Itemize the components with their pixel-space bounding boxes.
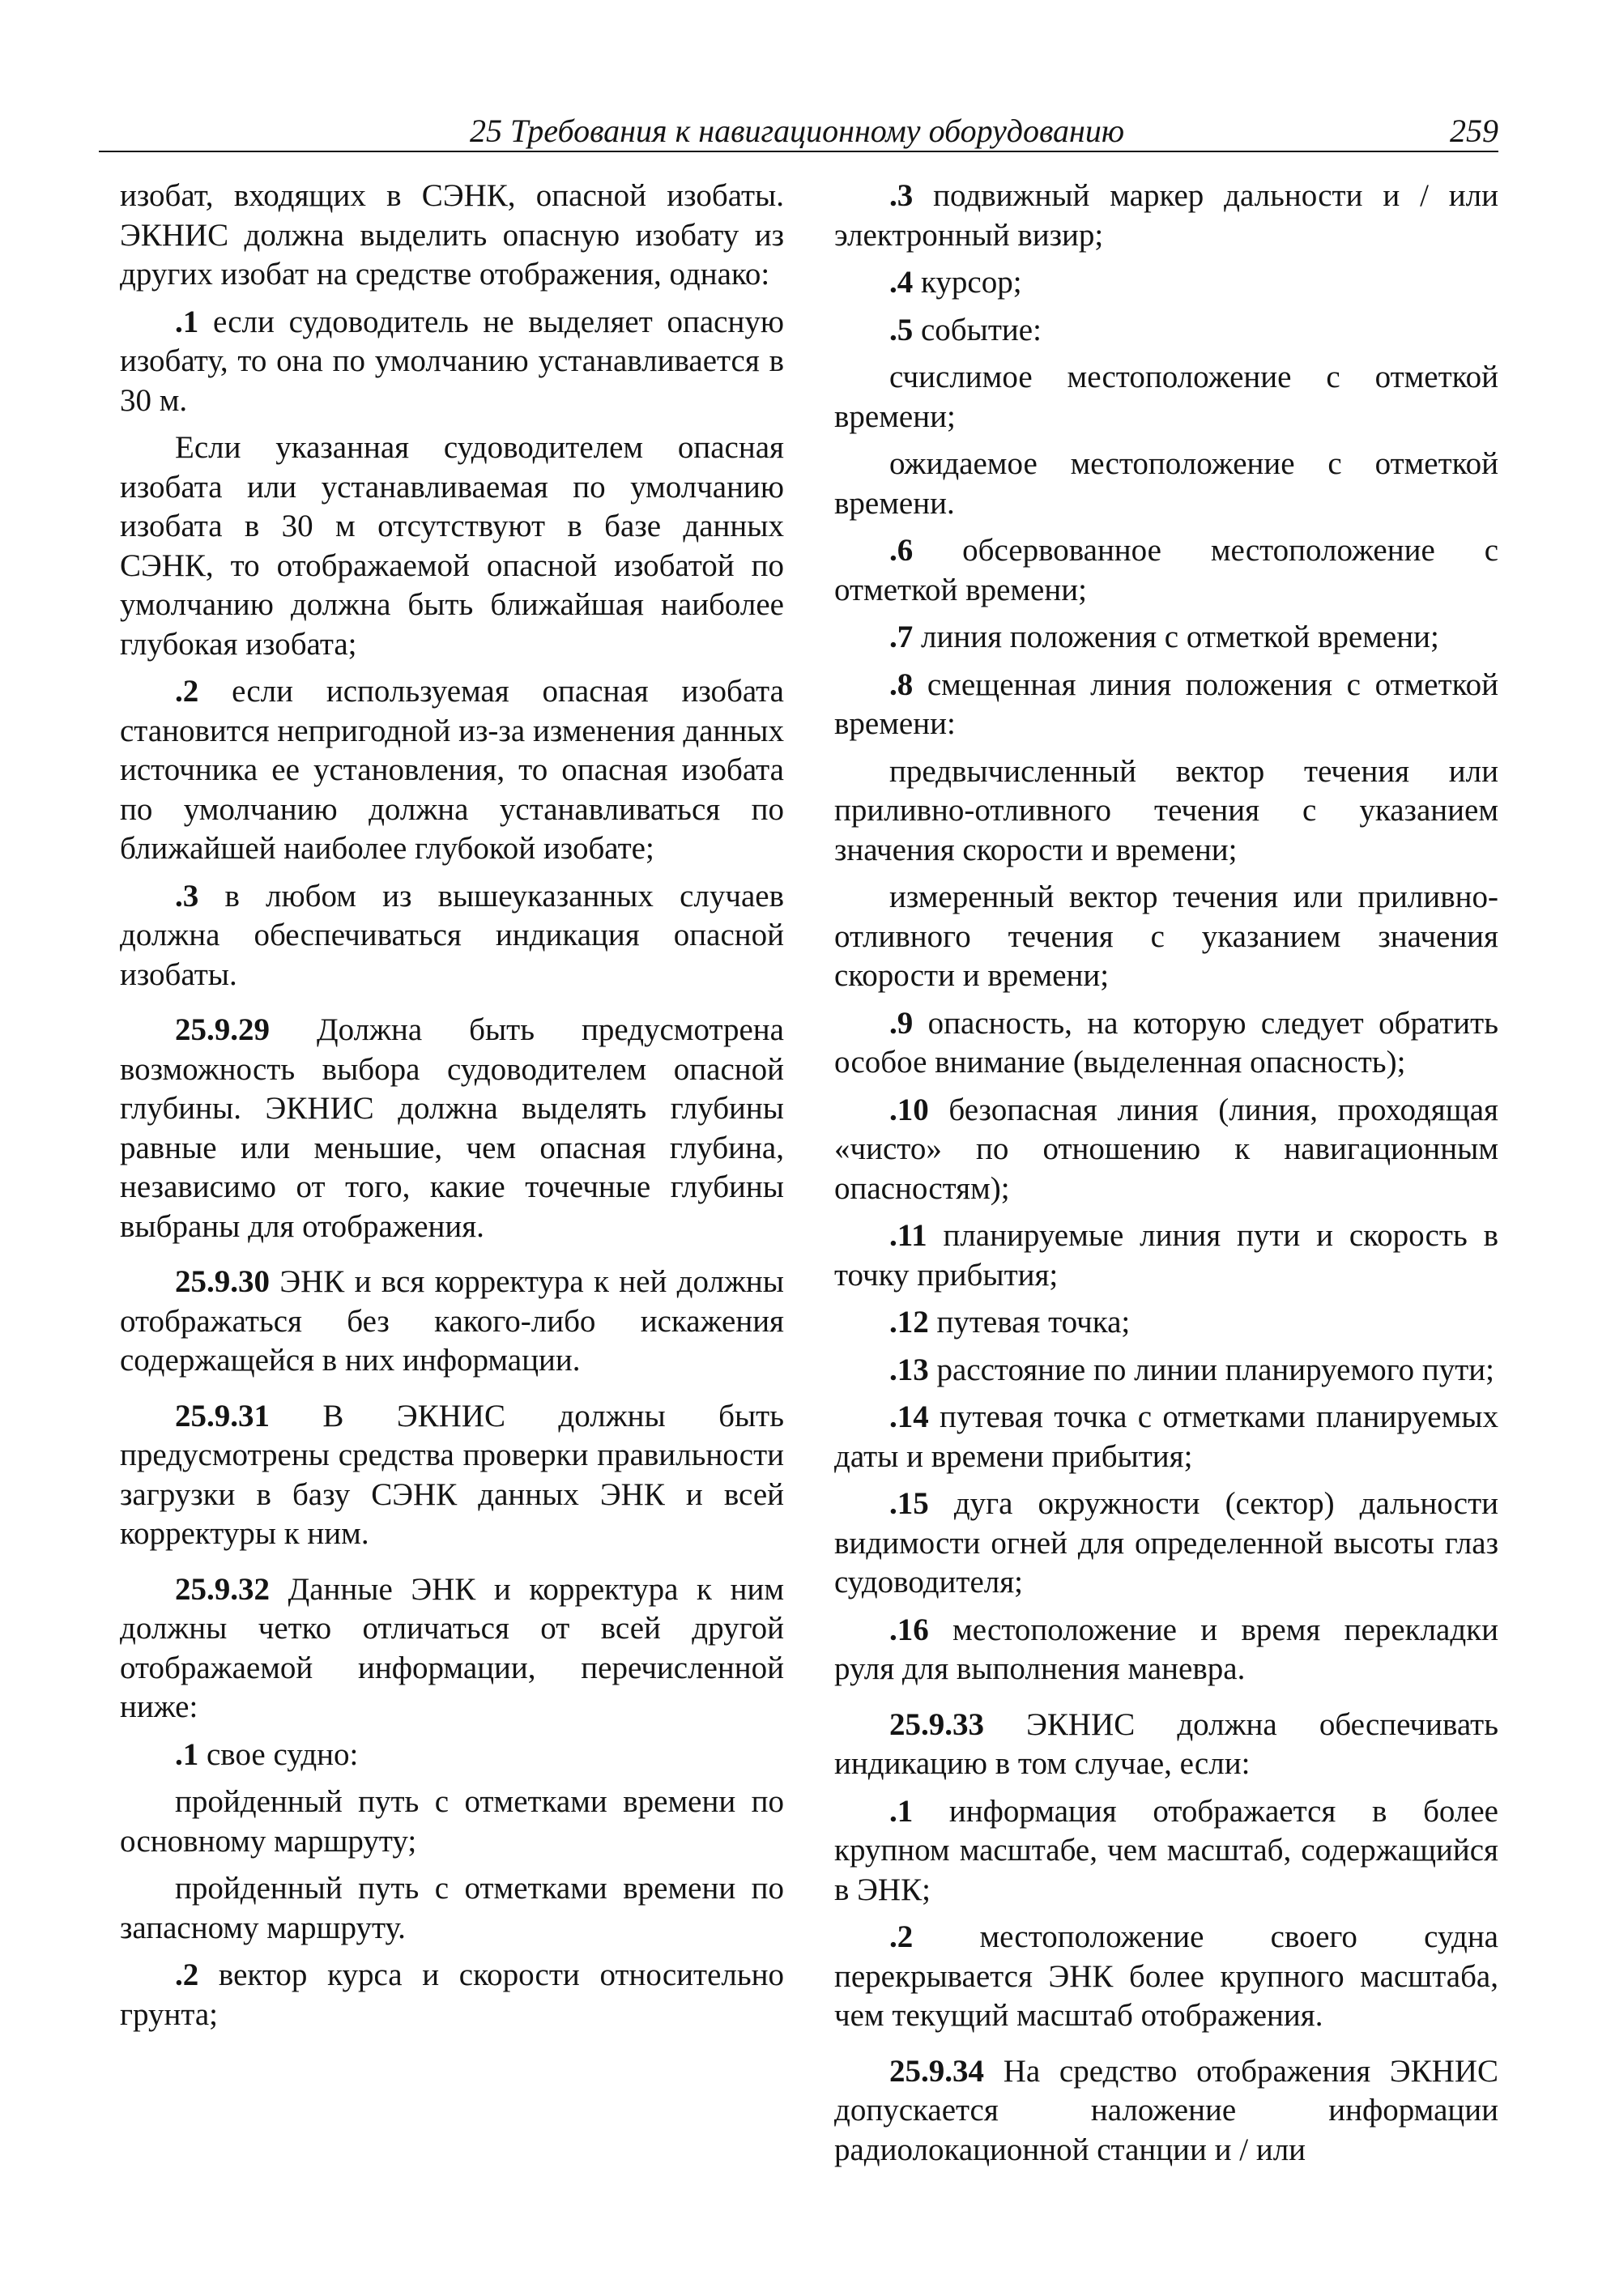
list-item [834, 1398, 1498, 1476]
item-text: расстояние по линии планируемого пути; [928, 1352, 1495, 1387]
section-text: ЭНК и вся корректура к ней должны отображаться без какого-либо искажения содержащейся в них информации. [120, 1264, 784, 1378]
paragraph: Если указанная судоводителем опасная изобата или устанавливаемая по умолчанию изобата в 30 м отсутствуют в базе данных СЭНК, то отображаемой опасной изобатой по умолчанию должна быть ближайшая наиболее глубокая изобата; [120, 430, 784, 662]
item-text: местоположение и время перекладки руля для выполнения маневра. [834, 1612, 1498, 1686]
section-text: Должна быть предусмотрена возможность выбора судоводителем опасной глубины. ЭКНИС должна выделять глубины равные или меньшие, чем опасная глубина, независимо от того, какие точечные глубины выбраны для отображения. [120, 1012, 784, 1244]
item-text: вектор курса и скорости относительно грунта; [120, 1957, 784, 2032]
item-number: .3 [889, 178, 914, 213]
section-text: Данные ЭНК и корректура к ним должны четко отличаться от всей другой отображаемой информации, перечисленной ниже: [120, 1571, 784, 1724]
list-subitem: счислимое местоположение с отметкой времени; [834, 360, 1498, 434]
section-25-9-30 [120, 1263, 784, 1381]
section-number: 25.9.30 [175, 1264, 270, 1299]
section-number: 25.9.29 [175, 1012, 270, 1047]
page-number: 259 [1450, 113, 1498, 149]
item-number: .1 [889, 1793, 914, 1829]
item-text: дуга окружности (сектор) дальности видимости огней для определенной высоты глаз судоводителя; [834, 1486, 1498, 1600]
item-number: .3 [175, 878, 199, 914]
item-number: .8 [889, 667, 914, 702]
running-header [97, 112, 1498, 152]
item-text: смещенная линия положения с отметкой времени: [834, 667, 1498, 741]
item-text: событие: [913, 312, 1042, 347]
section-number: 25.9.31 [175, 1398, 270, 1433]
section-25-9-33 [834, 1706, 1498, 1784]
list-item [834, 1004, 1498, 1083]
list-item [834, 311, 1498, 351]
item-text: местоположение своего судна перекрывается ЭНК более крупного масштаба, чем текущий масштаб отображения. [834, 1919, 1498, 2033]
list-item [120, 672, 784, 869]
list-item [834, 1216, 1498, 1295]
item-number: .6 [889, 533, 914, 568]
paragraph: изобат, входящих в СЭНК, опасной изобаты. ЭКНИС должна выделить опасную изобату из других изобат на средстве отображения, однако: [120, 178, 784, 292]
list-item [834, 666, 1498, 744]
list-item [120, 1956, 784, 2034]
item-number: .12 [889, 1305, 929, 1340]
list-item [834, 263, 1498, 303]
item-number: .9 [889, 1005, 914, 1041]
section-25-9-29 [120, 1011, 784, 1246]
list-item [834, 1611, 1498, 1689]
list-item [834, 618, 1498, 658]
item-text: если используемая опасная изобата становится непригодной из-за изменения данных источника ее установления, то опасная изобата по умолчанию должна устанавливаться по ближайшей наиболее глубокой изобате; [120, 674, 784, 866]
item-text: планируемые линия пути и скорость в точку прибытия; [834, 1218, 1498, 1293]
item-number: .11 [889, 1218, 927, 1253]
item-text: опасность, на которую следует обратить особое внимание (выделенная опасность); [834, 1005, 1498, 1080]
section-25-9-32 [120, 1570, 784, 1727]
list-item [120, 877, 784, 995]
list-item [120, 303, 784, 421]
item-number: .2 [175, 674, 199, 709]
section-number: 25.9.34 [889, 2053, 984, 2089]
list-subitem: предвычисленный вектор течения или приливно-отливного течения с указанием значения скорости и времени; [834, 753, 1498, 867]
item-text: если судоводитель не выделяет опасную изобату, то она по умолчанию устанавливается в 30 м. [120, 304, 784, 418]
item-text: подвижный маркер дальности и / или электронный визир; [834, 178, 1498, 253]
header-title: 25 Требования к навигационному оборудованию [470, 113, 1125, 149]
section-25-9-31 [120, 1397, 784, 1554]
list-subitem: измеренный вектор течения или приливно-отливного течения с указанием значения скорости и времени; [834, 880, 1498, 993]
section-number: 25.9.33 [889, 1706, 984, 1742]
section-text: В ЭКНИС должны быть предусмотрены средства проверки правильности загрузки в базу СЭНК данных ЭНК и всей корректуры к ним. [120, 1398, 784, 1551]
section-25-9-34 [834, 2052, 1498, 2170]
item-number: .1 [175, 304, 199, 339]
item-number: .4 [889, 265, 914, 300]
section-number: 25.9.32 [175, 1571, 270, 1607]
item-text: свое судно: [198, 1736, 359, 1772]
item-number: .16 [889, 1612, 929, 1647]
item-number: .15 [889, 1486, 929, 1521]
list-item [834, 1351, 1498, 1391]
right-column [834, 177, 1498, 2178]
left-column [120, 177, 784, 2043]
item-text: информация отображается в более крупном масштабе, чем масштаб, содержащийся в ЭНК; [834, 1793, 1498, 1907]
item-number: .5 [889, 312, 914, 347]
list-item [834, 1485, 1498, 1603]
item-number: .10 [889, 1092, 929, 1127]
item-number: .2 [889, 1919, 914, 1954]
list-item [834, 177, 1498, 255]
item-number: .13 [889, 1352, 929, 1387]
list-subitem: ожидаемое местоположение с отметкой времени. [834, 446, 1498, 521]
list-item [834, 1091, 1498, 1209]
section-text: ЭКНИС должна обеспечивать индикацию в том случае, если: [834, 1706, 1498, 1781]
section-text: На средство отображения ЭКНИС допускается наложение информации радиолокационной станции и / или [834, 2053, 1498, 2167]
item-text: путевая точка; [928, 1305, 1131, 1340]
list-item [120, 1736, 784, 1775]
item-number: .2 [175, 1957, 199, 1992]
list-item [834, 1303, 1498, 1343]
list-item [834, 1918, 1498, 2036]
item-number: .14 [889, 1399, 929, 1434]
list-item [834, 531, 1498, 610]
list-item [834, 1792, 1498, 1910]
header-rule [99, 151, 1498, 152]
item-number: .1 [175, 1736, 199, 1772]
item-text: линия положения с отметкой времени; [913, 620, 1439, 654]
list-subitem: пройденный путь с отметками времени по запасному маршруту. [120, 1871, 784, 1945]
item-text: безопасная линия (линия, проходящая «чисто» по отношению к навигационным опасностям); [834, 1092, 1498, 1206]
item-text: курсор; [913, 265, 1022, 300]
item-text: в любом из вышеуказанных случаев должна обеспечиваться индикация опасной изобаты. [120, 878, 784, 992]
item-number: .7 [889, 620, 914, 654]
item-text: обсервованное местоположение с отметкой времени; [834, 533, 1498, 607]
list-subitem: пройденный путь с отметками времени по основному маршруту; [120, 1784, 784, 1859]
item-text: путевая точка с отметками планируемых даты и времени прибытия; [834, 1399, 1498, 1474]
